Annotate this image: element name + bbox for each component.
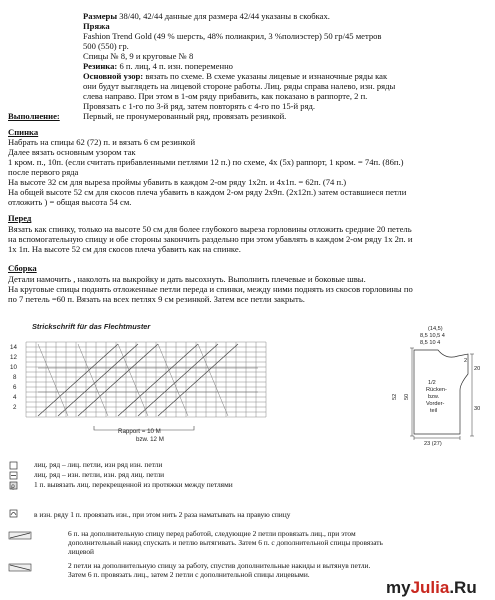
- legend-cable-back-icon: [8, 563, 32, 572]
- yarn-label: Пряжа: [83, 21, 110, 31]
- legend-6: лицевой: [68, 547, 94, 556]
- rapport-sub: bzw. 12 M: [136, 436, 164, 442]
- back-line-0: Набрать на спицы 62 (72) п. и вязать 6 см резинкой: [8, 137, 196, 147]
- row-number: 12: [10, 354, 17, 361]
- back-line-3: после первого ряда: [8, 167, 79, 177]
- main-pattern-line-2: слева направо. При этом в 1-ом ряду прибавить, как показано в раппорте, 2 п.: [83, 91, 368, 101]
- needles-line: Спицы № 8, 9 и круговые № 8: [83, 51, 194, 61]
- main-pattern-line-1: они будут выглядеть на лицевой стороне работы. Лиц. ряды справа налево, изн. ряды: [83, 81, 396, 91]
- back-line-5: На общей высоте 52 см для скосов плеча убавить в каждом 2-ом ряду 2х9п. (2х12п.) затем оставшиеся петли: [8, 187, 407, 197]
- schematic-top-total: (14,5): [428, 326, 443, 332]
- sizes-text: 38/40, 42/44 данные для размера 42/44 указаны в скобках.: [119, 11, 330, 21]
- schematic-center-4: teil: [430, 408, 438, 414]
- garment-schematic: [388, 324, 492, 448]
- legend-8: Затем 6 п. провязать лиц., затем 2 петли с дополнительной спицы лицевыми.: [68, 570, 310, 579]
- row-number: 14: [10, 344, 17, 351]
- watermark-logo: myJulia.Ru: [386, 578, 477, 597]
- main-pattern-line-3: Провязать с 1-го по 3-й ряд, затем повторять с 4-го по 15-й ряд.: [83, 101, 316, 111]
- yarn-line-2: 500 (550) гр.: [83, 41, 129, 51]
- back-line-4: На высоте 32 см для выреза проймы убавить в каждом 2-ом ряду 1х2п. и 4х1п. = 62п. (74 п.): [8, 177, 347, 187]
- schematic-center-0: 1/2: [428, 380, 436, 386]
- legend-0: лиц. ряд – лиц. петли, изн ряд изн. петли: [34, 460, 163, 469]
- legend-2: 1 п. вывязать лиц. перекрещенной из протяжки между петлями: [34, 480, 233, 489]
- yarn-line-1: Fashion Trend Gold (49 % шерсть, 48% полиакрил, 3 %полиэстер) 50 гр/45 метров: [83, 31, 382, 41]
- chart-row-numbers: [10, 344, 17, 411]
- row-number: 2: [13, 404, 17, 411]
- main-pattern-label: Основной узор:: [83, 71, 144, 81]
- schematic-bottom-width: 23 (27): [424, 441, 442, 447]
- schematic-center-3: Vorder-: [426, 401, 445, 407]
- back-line-6: отложить ) = общая высота 54 см.: [8, 197, 132, 207]
- row-number: 8: [13, 374, 17, 381]
- front-line-1: на вспомогательную спицу и обе стороны закончить раздельно при этом убавлять в каждом 2-ом ряду 1х 2п. и: [8, 234, 413, 244]
- schematic-center-1: Rücken-: [426, 387, 447, 393]
- front-line-2: 1х 1п. На высоте 52 см для скосов плеча убавить как на спинке.: [8, 244, 241, 254]
- row-number: 6: [13, 384, 17, 391]
- legend-1: лиц. ряд – изн. петли, изн. ряд лиц. петли: [34, 470, 165, 479]
- sizes-line: [83, 12, 330, 22]
- schematic-right-2: 2: [464, 358, 468, 364]
- execution-label: Выполнение:: [8, 111, 60, 121]
- legend-cable-front-icon: [8, 531, 32, 540]
- chart-title: Strickschrift für das Flechtmuster: [32, 322, 151, 331]
- schematic-right-20: 20: [474, 366, 481, 372]
- schematic-top-parts: 8,5 10,5 4: [420, 333, 445, 339]
- main-pattern-line-4: Первый, не пронумерованный ряд, провязать резинкой.: [83, 111, 287, 121]
- assembly-line-2: по 7 петель =60 п. Вязать на всех петлях 9 см резинкой. Затем все петли закрыть.: [8, 294, 305, 304]
- row-number: 10: [10, 364, 17, 371]
- main-pattern-line-0: вязать по схеме. В схеме указаны лицевые и изнаночные ряды как: [145, 71, 388, 81]
- assembly-title: Сборка: [8, 263, 37, 273]
- rapport-label: Rapport = 10 M: [118, 428, 161, 435]
- legend-wrap-icon: [8, 509, 32, 518]
- rib-label: Резинка:: [83, 61, 118, 71]
- legend-3: в изн. ряду 1 п. провязать изн., при этом нить 2 раза наматывать на правую спицу: [34, 510, 291, 519]
- assembly-line-0: Детали намочить , наколоть на выкройку и дать высохнуть. Выполнить плечевые и боковые швы.: [8, 274, 366, 284]
- legend-4: 6 п. на дополнительную спицу перед работой, следующие 2 петли провязать лиц., при этом: [68, 529, 356, 538]
- legend-purl-icon: [8, 471, 32, 480]
- back-title: Спинка: [8, 127, 39, 137]
- front-line-0: Вязать как спинку, только на высоте 50 см для более глубокого выреза горловины отложить средние 20 петель: [8, 224, 412, 234]
- knitting-chart: [8, 330, 270, 442]
- legend-5: дополнительный накид спускать и петлю вытягивать. Затем 6 п. с дополнительной спицы провязать: [68, 538, 383, 547]
- chart-cables: [38, 344, 258, 416]
- schematic-side-52: 52: [392, 393, 398, 400]
- schematic-center-2: bzw.: [428, 394, 440, 400]
- legend-knit-icon: [8, 461, 32, 470]
- chart-grid: [26, 342, 266, 417]
- assembly-line-1: На круговые спицы поднять отложенные петли переда и спинки, между ними поднять из скосов горловины по: [8, 284, 413, 294]
- schematic-side-50: 50: [404, 393, 410, 400]
- sizes-label: Размеры: [83, 11, 118, 21]
- schematic-top-parts-2: 8,5 10 4: [420, 340, 441, 346]
- rib-text: 6 п. лиц, 4 п. изн. попеременно: [119, 61, 233, 71]
- schematic-right-30: 30: [474, 406, 481, 412]
- svg-text:ϱ: ϱ: [11, 484, 15, 490]
- legend-make-one-icon: [8, 481, 32, 490]
- legend-7: 2 петли на дополнительную спицу за работу, спустив дополнительные накиды и вытянув петли.: [68, 561, 371, 570]
- back-line-1: Далее вязать основным узором так: [8, 147, 136, 157]
- row-number: 4: [13, 394, 17, 401]
- back-line-2: 1 кром. п., 10п. (если считать прибавленными петлями 12 п.) по схеме, 4х (5х) раппорт, 1 кром. = 74п. (86п.): [8, 157, 404, 167]
- front-title: Перед: [8, 213, 32, 223]
